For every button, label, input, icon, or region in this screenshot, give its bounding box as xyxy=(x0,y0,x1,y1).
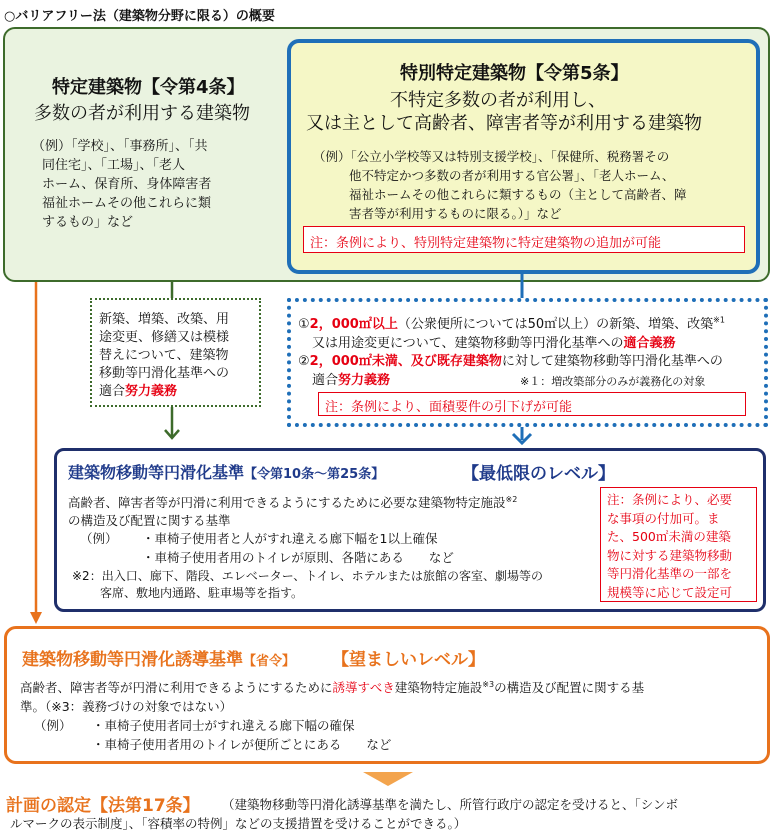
certification-title: 計画の認定【法第17条】 xyxy=(6,796,200,816)
right-obligation-line-3: ②2，000㎡未満、及び既存建築物に対して建築物移動等円滑化基準への xyxy=(298,354,723,369)
right-obligation-note: 注：条例により、面積要件の引下げが可能 xyxy=(318,392,746,416)
standard-example-2: ・車椅子使用者用のトイレが原則、各階にある など xyxy=(142,550,454,565)
page-title: ○バリアフリー法（建築物分野に限る）の概要 xyxy=(4,9,275,24)
right-obligation-line-2: 又は用途変更について、建築物移動等円滑化基準への適合義務 xyxy=(312,336,676,351)
left-box-subtitle: 多数の者が利用する建築物 xyxy=(34,103,250,124)
standard-example-1: ・車椅子使用者と人がすれ違える廊下幅を1以上確保 xyxy=(142,531,438,546)
guide-example-1: ・車椅子使用者同士がすれ違える廊下幅の確保 xyxy=(92,718,355,733)
standard-title: 建築物移動等円滑化基準【令第10条～第25条】 xyxy=(68,463,385,482)
guide-desc-1: 高齢者、障害者等が円滑に利用できるようにするために誘導すべき建築物特定施設$^{※3}$の構造及び配置に関する基 xyxy=(20,679,645,695)
right-obligation-footnote: ※１：増改築部分のみが義務化の対象 xyxy=(520,375,706,388)
standard-desc-2: の構造及び配置に関する基準 xyxy=(68,513,231,528)
certification-text-1: （建築物移動等円滑化誘導基準を満たし、所管行政庁の認定を受けると、「シンボ xyxy=(222,797,678,812)
guide-example-label: （例） xyxy=(34,718,72,733)
guide-level: 【望ましいレベル】 xyxy=(332,650,485,670)
right-box-subtitle-1: 不特定多数の者が利用し、 xyxy=(390,90,606,111)
guide-title: 建築物移動等円滑化誘導基準【省令】 xyxy=(22,650,296,670)
right-box-title: 特別特定建築物【令第5条】 xyxy=(400,63,629,84)
guide-example-2: ・車椅子使用者用のトイレが便所ごとにある など xyxy=(92,737,392,752)
left-obligation-text: 新築、増築、改築、用 途変更、修繕又は模様 替えについて、建築物 移動等円滑化基準への 適合努力義務 xyxy=(99,312,230,399)
standard-level: 【最低限のレベル】 xyxy=(462,464,615,484)
right-box-example: （例）「公立小学校等又は特別支援学校」、「保健所、税務署その 他不特定かつ多数の者が利用する官公署」、「老人ホーム、 福祉ホームその他これらに類するもの（主として高齢者、障 害者等が利用するものに限る。）」など xyxy=(313,149,687,221)
left-box-example: （例）「学校」、「事務所」、「共 同住宅」、「工場」、「老人 ホーム、保育所、身体障害者 福祉ホームその他これらに類 するもの」など xyxy=(32,139,212,230)
right-obligation-line-1: ①2，000㎡以上（公衆便所については50㎡以上）の新築、増築、改築$^{※1}$ xyxy=(298,315,725,332)
left-box-title: 特定建築物【令第4条】 xyxy=(52,77,245,98)
standard-note-2b: 客席、敷地内通路、駐車場等を指す。 xyxy=(100,586,304,600)
right-obligation-line-4: 適合努力義務 xyxy=(312,373,391,388)
certification-text-2: ルマークの表示制度」、「容積率の特例」などの支援措置を受けることができる。） xyxy=(10,816,467,831)
right-box-note: 注：条例により、特別特定建築物に特定建築物の追加が可能 xyxy=(303,226,745,253)
standard-desc-1: 高齢者、障害者等が円滑に利用できるようにするために必要な建築物特定施設$^{※2}$ xyxy=(68,494,518,510)
standard-side-note: 注：条例により、必要 な事項の付加可。ま た、500㎡未満の建築 物に対する建築物移動 等円滑化基準の一部を 規模等に応じて設定可 xyxy=(600,487,757,602)
standard-example-label: （例） xyxy=(80,531,118,546)
standard-note-2a: ※2：出入口、廊下、階段、エレベーター、トイレ、ホテルまたは旅館の客室、劇場等の xyxy=(72,569,544,583)
right-box-subtitle-2: 又は主として高齢者、障害者等が利用する建築物 xyxy=(306,113,702,134)
guide-desc-2: 準。（※3：義務づけの対象ではない） xyxy=(20,699,233,714)
